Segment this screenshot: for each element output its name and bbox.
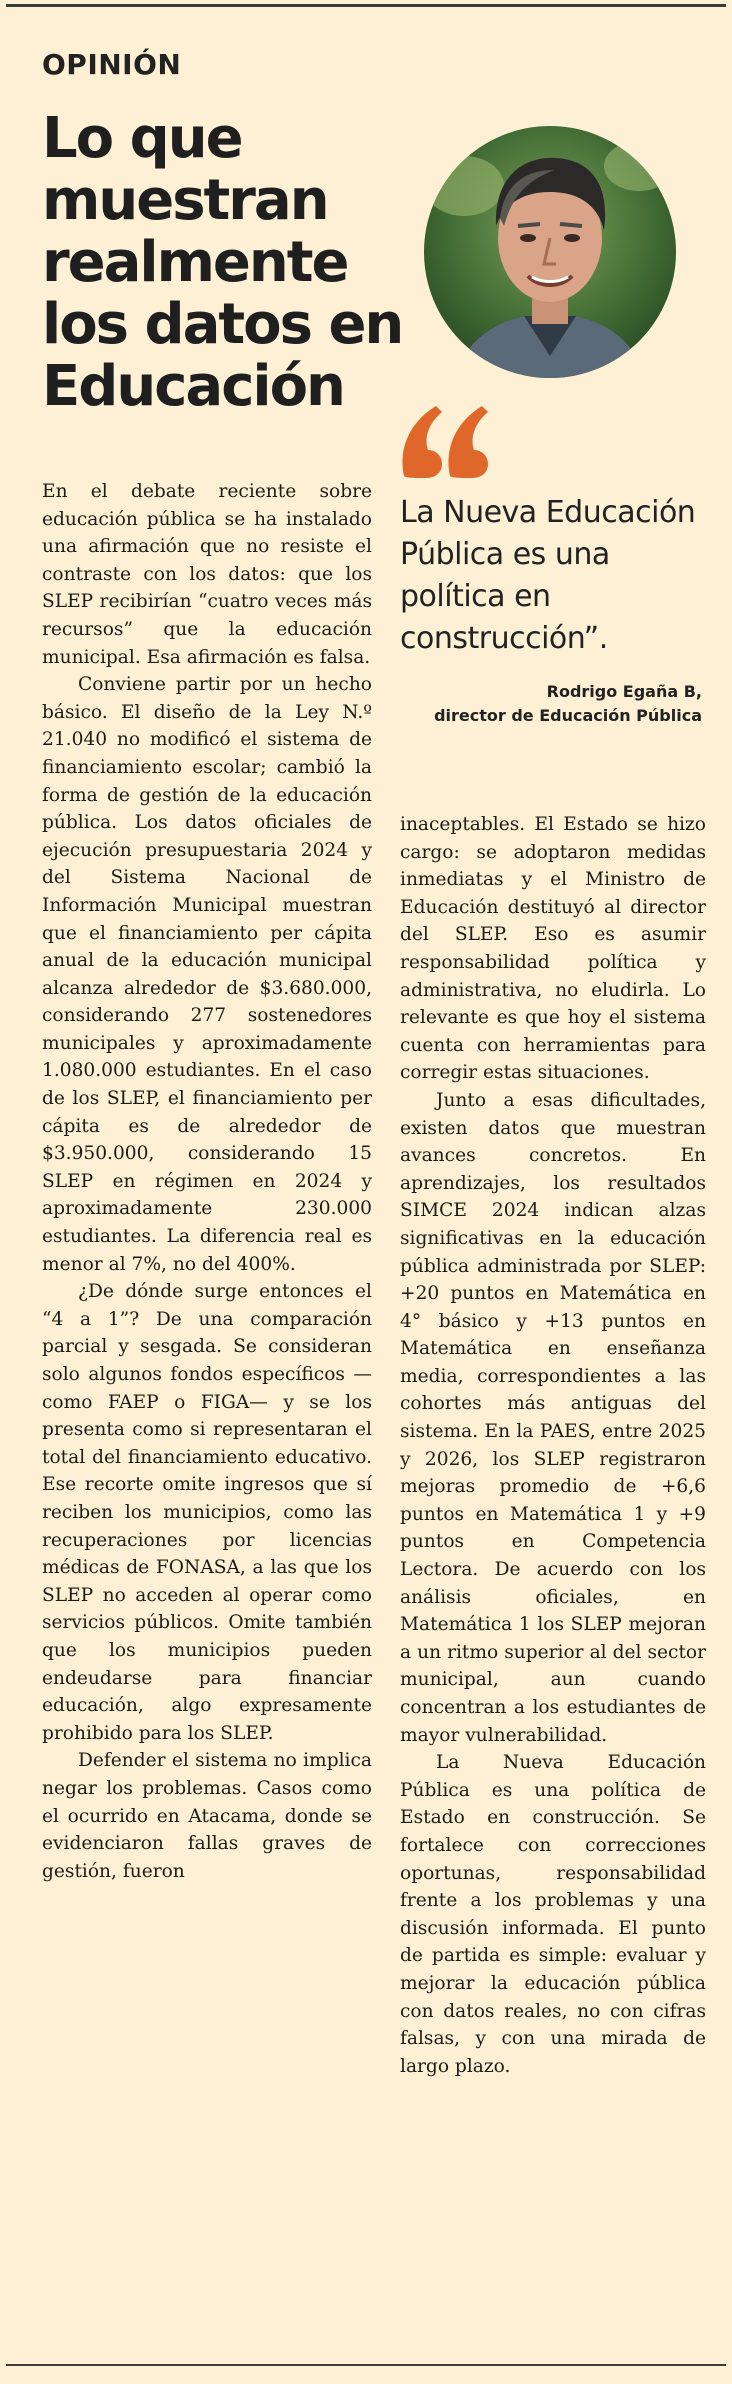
author-title: director de Educación Pública [434, 706, 702, 725]
person-portrait-icon [424, 126, 676, 378]
bottom-rule [6, 2364, 726, 2366]
quote-mark-icon [400, 400, 492, 480]
author-portrait [424, 126, 676, 378]
body-paragraph-continued: inaceptables. El Estado se hizo cargo: se adoptaron medidas inmediatas y el Ministro de Educación destituyó al director del SLEP. Eso es asumir responsabilidad política y administrativa, no eludirla. Lo relevante es que hoy el sistema cuenta con herramientas para corregir estas situaciones. [400, 814, 706, 1084]
body-paragraph: En el debate reciente sobre educación pública se ha instalado una afirmación que no resiste el contraste con los datos: que los SLEP recibirían “cuatro veces más recursos” que la educación municipal. Esa afirmación es falsa. [42, 481, 372, 668]
pull-quote-attribution [400, 680, 702, 728]
body-paragraph: Conviene partir por un hecho básico. El diseño de la Ley N.º 21.040 no modificó el sistema de financiamiento escolar; cambió la forma de gestión de la educación pública. Los datos oficiales de ejecución presupuestaria 2024 y del Sistema Nacional de Información Municipal muestran que el financiamiento per cápita anual de la educación municipal alcanza alrededor de $3.680.000, considerando 277 sostenedores municipales y aproximadamente 1.080.000 estudiantes. En el caso de los SLEP, el financiamiento per cápita es de alrededor de $3.950.000, considerando 15 SLEP en régimen en 2024 y aproximadamente 230.000 estudiantes. La diferencia real es menor al 7%, no del 400%. [42, 674, 372, 1275]
section-label: OPINIÓN [42, 48, 182, 81]
body-paragraph: Junto a esas dificultades, existen datos que muestran avances concretos. En aprendizajes, los resultados SIMCE 2024 indican alzas significativas en la educación pública administrada por SLEP: +20 puntos en Matemática en 4° básico y +13 puntos en Matemática en enseñanza media, correspondientes a las cohortes más antiguas del sistema. En la PAES, entre 2025 y 2026, los SLEP registraron mejoras promedio de +6,6 puntos en Matemática 1 y +9 puntos en Competencia Lectora. De acuerdo con los análisis oficiales, en Matemática 1 los SLEP mejoran a un ritmo superior al del sector municipal, aun cuando concentran a los estudiantes de mayor vulnerabilidad. [400, 1089, 706, 1746]
pull-quote: La Nueva Educación Pública es una política en construcción”. [400, 495, 696, 656]
headline: Lo que muestran realmente los datos en Educación [42, 106, 403, 419]
author-name: Rodrigo Egaña B, [546, 682, 702, 701]
body-paragraph: La Nueva Educación Pública es una política de Estado en construcción. Se fortalece con correcciones oportunas, responsabilidad frente a los problemas y una discusión informada. El punto de partida es simple: evaluar y mejorar la educación pública con datos reales, no con cifras falsas, y con una mirada de largo plazo. [400, 1752, 706, 2077]
top-rule [6, 4, 726, 7]
body-paragraph: ¿De dónde surge entonces el “4 a 1”? De una comparación parcial y sesgada. Se consideran solo algunos fondos específicos —como FAEP o FIGA— y se los presenta como si representaran el total del financiamiento educativo. Ese recorte omite ingresos que sí reciben los municipios, como las recuperaciones por licencias médicas de FONASA, a las que los SLEP no acceden al operar como servicios públicos. Omite también que los municipios pueden endeudarse para financiar educación, algo expresamente prohibido para los SLEP. [42, 1281, 372, 1744]
body-paragraph: Defender el sistema no implica negar los problemas. Casos como el ocurrido en Atacama, donde se evidenciaron fallas graves de gestión, fueron [42, 1750, 372, 1882]
body-column-1 [42, 478, 372, 1885]
body-column-2 [400, 811, 706, 2080]
